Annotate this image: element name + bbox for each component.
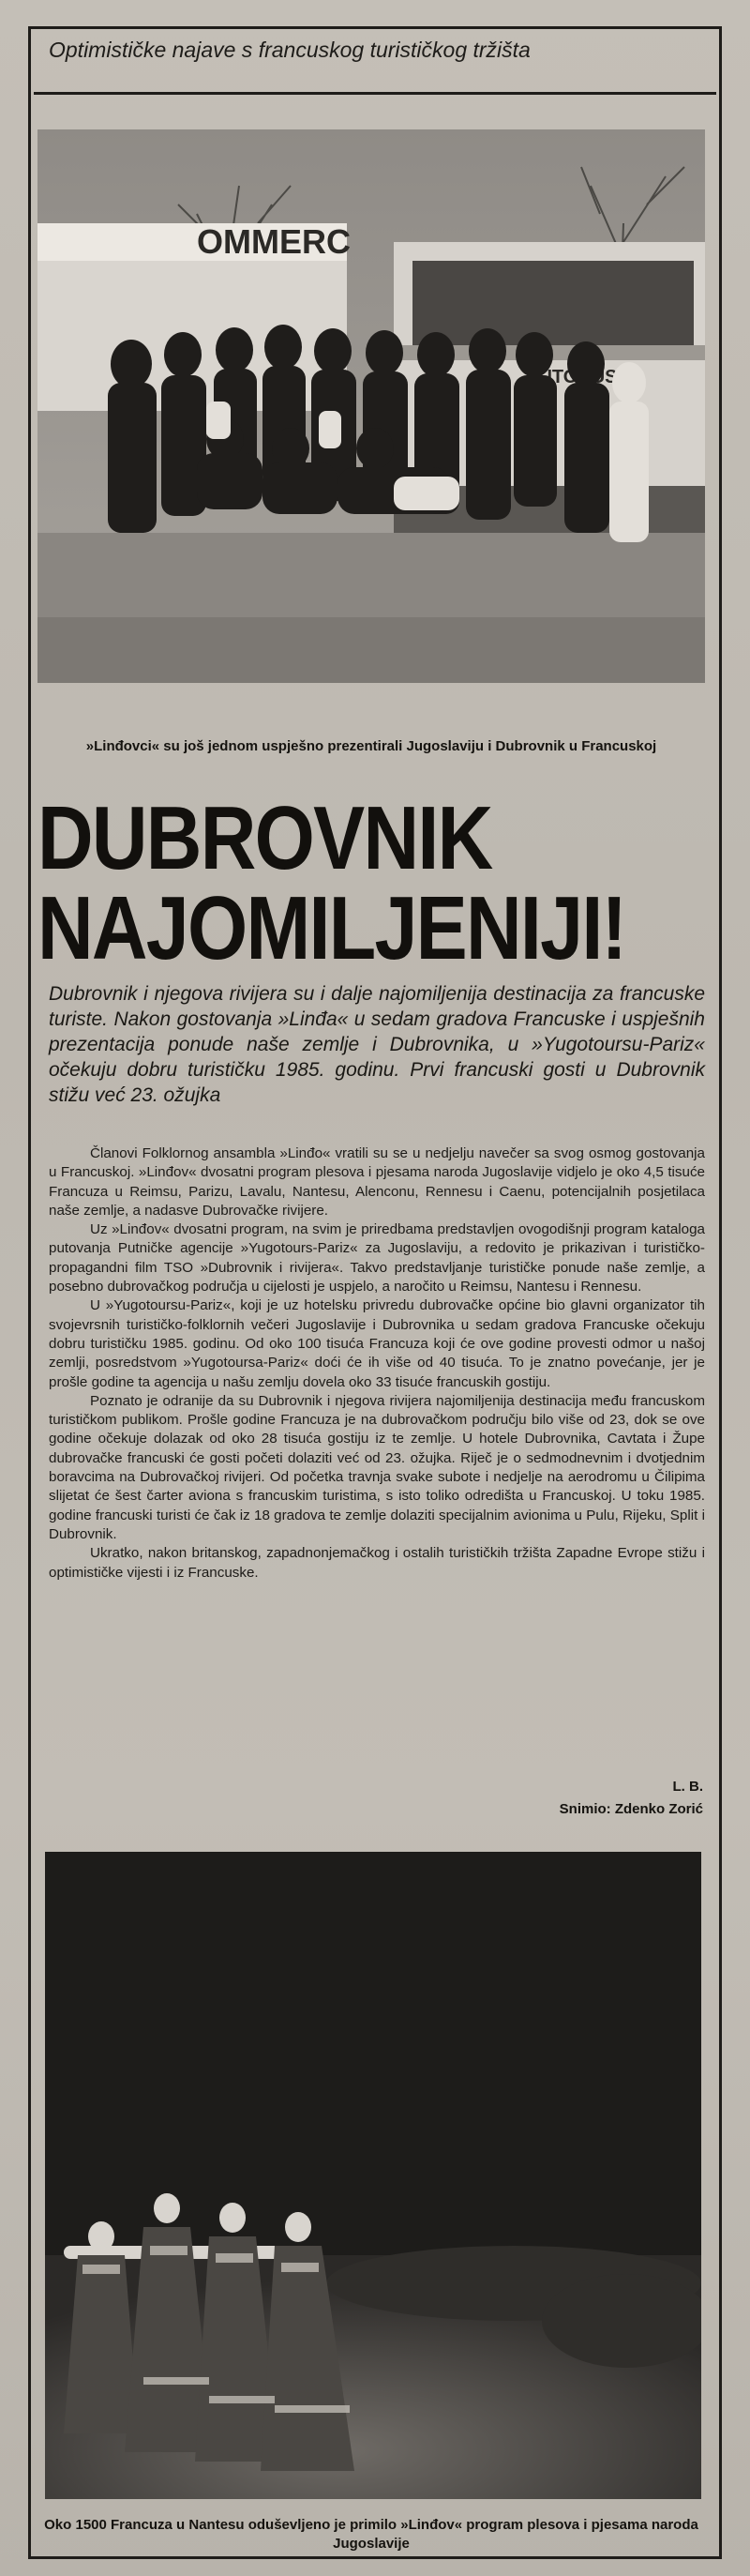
photo-caption-top: »Linđovci« su još jednom uspješno prezentirali Jugoslaviju i Dubrovnik u Francuskoj <box>85 738 657 754</box>
photo-caption-bottom: Oko 1500 Francuza u Nantesu oduševljeno je primilo »Linđov« program plesova i pjesama naroda Jugoslavije <box>44 2517 698 2552</box>
headline-line-2: NAJOMILJENIJI! <box>38 878 626 978</box>
headline-line-1: DUBROVNIK <box>38 788 492 888</box>
photo-folk-dancers <box>45 1852 701 2499</box>
body-paragraph: Poznato je odranije da su Dubrovnik i njegova rivijera najomiljenija destinacija među francuskom turističkom publikom. Prošle godine Francuza je na dubrovačkom području bilo više od 23, dok se ove godine očekuje dolazak od oko 28 tisuća gostiju iz te zemlje. U hotele Dubrovnika, Cavtata i Župe dubrovačke francuski će gosti početi dolaziti već od 23. ožujka. Riječ je o sedmodnevnim i dvotjednim boravcima na Dubrovačkoj rivijeri. Od početka travnja svake subote i nedjelje na aerodromu u Čilipima slijetat će šest čarter aviona s francuskim turistima, s isto toliko odredišta u Francuskoj. U toku 1985. godine francuski turisti će čak iz 18 gradova te zemlje dolaziti specijalnim avionima u Pulu, Rijeku, Split i Dubrovnik. <box>49 1392 705 1542</box>
photo-folk-dancers-image <box>45 1852 701 2499</box>
kicker-box <box>34 34 716 95</box>
photo-group-bus <box>38 129 705 683</box>
author-initials: L. B. <box>672 1779 703 1795</box>
body-paragraph: Ukratko, nakon britanskog, zapadnonjemačkog i ostalih turističkih tržišta Zapadne Evrope stižu i optimističke vijesti i iz Francuske. <box>49 1545 705 1581</box>
photo-group-bus-image <box>38 129 705 683</box>
kicker: Optimističke najave s francuskog turističkog tržišta <box>49 38 531 62</box>
body-paragraph: Uz »Linđov« dvosatni program, na svim je priredbama predstavljen ovogodišnji program kataloga putovanja Putničke agencije »Yugotours-Pariz« za Jugoslaviju, a redovito je prikazivan i turističko-propagandni film TSO »Dubrovnik i rivijera«. Takvo predstavljanje turističke ponude naše zemlje, a posebno dubrovačkog područja u cijelosti je uspjelo, a naročito u Reimsu, Nantesu i Rennesu. <box>49 1221 705 1296</box>
lead-paragraph: Dubrovnik i njegova rivijera su i dalje najomiljenija destinacija za francuske turiste. Nakon gostovanja »Linđa« u sedam gradova Francuske i uspješnih prezentacija ponude naše zemlje i Dubrovnika, u »Yugotoursu-Pariz« očekuju dobru turističku 1985. godinu. Prvi francuski gosti u Dubrovnik stižu već 23. ožujka <box>49 983 705 1106</box>
body-paragraph: U »Yugotoursu-Pariz«, koji je uz hotelsku privredu dubrovačke općine bio glavni organizator tih svojevrsnih turističko-folklornih večeri Jugoslavije i Dubrovnika u sedam gradova Francuske očekuju dobru turističku 1985. godinu. Od oko 100 tisuća Francuza koji će ove godine provesti odmor u našoj zemlji, posredstvom »Yugotoursa-Pariz« doći će ih više od 40 tisuća. To je znatno povećanje, jer je prošle godine ta agencija u našu zemlju dovela oko 33 tisuće francuskih gostiju. <box>49 1297 705 1390</box>
article-body <box>49 1144 705 1583</box>
headline <box>38 788 626 978</box>
body-paragraph: Članovi Folklornog ansambla »Linđo« vratili su se u nedjelju navečer sa svog osmog gostovanja u Francuskoj. »Linđov« dvosatni program plesova i pjesama naroda Jugoslavije vidjelo je oko 4,5 tisuće Francuza u Reimsu, Parizu, Lavalu, Nantesu, Alenconu, Rennesu i Caenu, potencijalnih posjetilaca naše zemlje, a nadasve Dubrovačke rivijere. <box>49 1145 705 1219</box>
bus-sign-1: OMMERC <box>197 222 351 261</box>
photo-credit: Snimio: Zdenko Zorić <box>559 1801 703 1817</box>
